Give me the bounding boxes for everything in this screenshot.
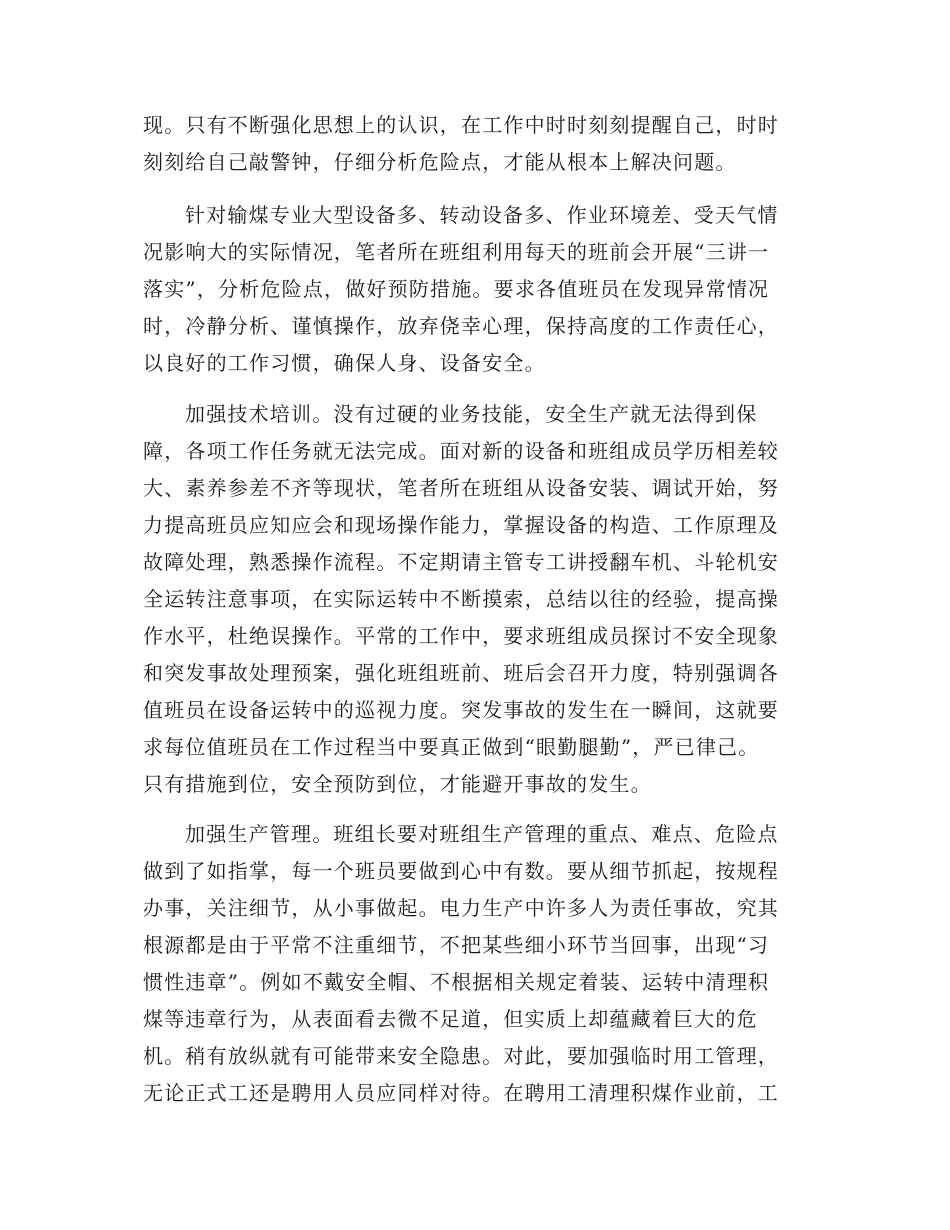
text-line: 加强生产管理。班组长要对班组生产管理的重点、难点、危险点 [185,822,779,846]
text-line: 况影响大的实际情况，笔者所在班组利用每天的班前会开展“三讲一 [143,240,770,264]
text-line: 以良好的工作习惯，确保人身、设备安全。 [143,351,546,375]
text-line: 办事，关注细节，从小事做起。电力生产中许多人为责任事故，究其 [143,896,779,920]
text-line: 落实”，分析危险点，做好预防措施。要求各值班员在发现异常情况 [143,277,770,301]
paragraph-3 [143,396,803,803]
paragraph-1 [143,107,803,181]
text-line: 根源都是由于平常不注重细节，不把某些细小环节当回事，出现“习 [143,933,770,957]
text-line: 大、素养参差不齐等现状，笔者所在班组从设备安装、调试开始，努 [143,476,779,500]
text-line: 障，各项工作任务就无法完成。面对新的设备和班组成员学历相差较 [143,439,779,463]
text-line: 值班员在设备运转中的巡视力度。突发事故的发生在一瞬间，这就要 [143,698,779,722]
text-line: 现。只有不断强化思想上的认识，在工作中时时刻刻提醒自己，时时 [143,113,779,137]
text-line: 刻刻给自己敲警钟，仔细分析危险点，才能从根本上解决问题。 [143,150,737,174]
text-line: 求每位值班员在工作过程当中要真正做到“眼勤腿勤”，严已律己。 [143,735,760,759]
text-line: 时，冷静分析、谨慎操作，放弃侥幸心理，保持高度的工作责任心， [143,314,779,338]
text-line: 煤等违章行为，从表面看去微不足道，但实质上却蕴藏着巨大的危 [143,1007,758,1031]
text-line: 加强技术培训。没有过硬的业务技能，安全生产就无法得到保 [185,402,758,426]
text-line: 作水平，杜绝误操作。平常的工作中，要求班组成员探讨不安全现象 [143,624,779,648]
paragraph-4 [143,816,803,1112]
text-line: 惯性违章”。例如不戴安全帽、不根据相关规定着装、运转中清理积 [143,970,770,994]
text-line: 只有措施到位，安全预防到位，才能避开事故的发生。 [143,772,652,796]
text-line: 故障处理，熟悉操作流程。不定期请主管专工讲授翻车机、斗轮机安 [143,550,779,574]
text-line: 全运转注意事项，在实际运转中不断摸索，总结以往的经验，提高操 [143,587,779,611]
paragraph-2 [143,197,803,382]
text-line: 力提高班员应知应会和现场操作能力，掌握设备的构造、工作原理及 [143,513,779,537]
text-line: 无论正式工还是聘用人员应同样对待。在聘用工清理积煤作业前，工 [143,1081,779,1105]
text-line: 机。稍有放纵就有可能带来安全隐患。对此，要加强临时用工管理， [143,1044,779,1068]
text-line: 和突发事故处理预案，强化班组班前、班后会召开力度，特别强调各 [143,661,779,685]
text-line: 针对输煤专业大型设备多、转动设备多、作业环境差、受天气情 [185,203,779,227]
text-line: 做到了如指掌，每一个班员要做到心中有数。要从细节抓起，按规程 [143,859,779,883]
